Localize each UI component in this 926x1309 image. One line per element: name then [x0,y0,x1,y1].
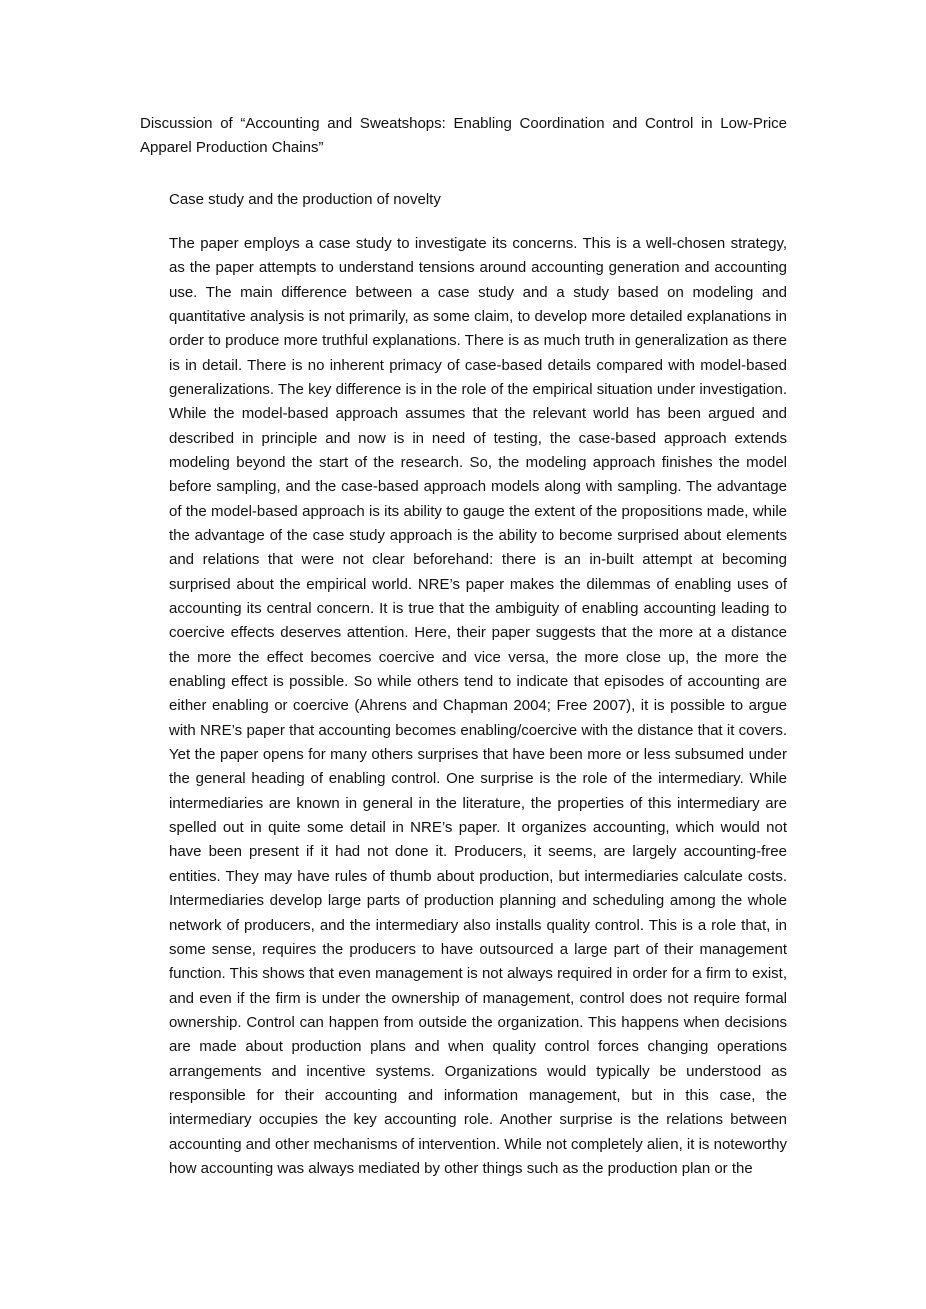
body-paragraph: The paper employs a case study to investigate its concerns. This is a well-chosen strategy, as the paper attempts to understand tensions around accounting generation and accounting use. The main difference between a case study and a study based on modeling and quantitative analysis is not primarily, as some claim, to develop more detailed explanations in order to produce more truthful explanations. There is as much truth in generalization as there is in detail. There is no inherent primacy of case-based details compared with model-based generalizations. The key difference is in the role of the empirical situation under investigation. While the model-based approach assumes that the relevant world has been argued and described in principle and now is in need of testing, the case-based approach extends modeling beyond the start of the research. So, the modeling approach finishes the model before sampling, and the case-based approach models along with sampling. The advantage of the model-based approach is its ability to gauge the extent of the propositions made, while the advantage of the case study approach is the ability to become surprised about elements and relations that were not clear beforehand: there is an in-built attempt at becoming surprised about the empirical world. NRE’s paper makes the dilemmas of enabling uses of accounting its central concern. It is true that the ambiguity of enabling accounting leading to coercive effects deserves attention. Here, their paper suggests that the more at a distance the more the effect becomes coercive and vice versa, the more close up, the more the enabling effect is possible. So while others tend to indicate that episodes of accounting are either enabling or coercive (Ahrens and Chapman 2004; Free 2007), it is possible to argue with NRE’s paper that accounting becomes enabling/coercive with the distance that it covers. Yet the paper opens for many others surprises that have been more or less subsumed under the general heading of enabling control. One surprise is the role of the intermediary. While intermediaries are known in general in the literature, the properties of this intermediary are spelled out in quite some detail in NRE’s paper. It organizes accounting, which would not have been present if it had not done it. Producers, it seems, are largely accounting-free entities. They may have rules of thumb about production, but intermediaries calculate costs. Intermediaries develop large parts of production planning and scheduling among the whole network of producers, and the intermediary also installs quality control. This is a role that, in some sense, requires the producers to have outsourced a large part of their management function. This shows that even management is not always required in order for a firm to exist, and even if the firm is under the ownership of management, control does not require formal ownership. Control can happen from outside the organization. This happens when decisions are made about production plans and when quality control forces changing operations arrangements and incentive systems. Organizations would typically be understood as responsible for their accounting and information management, but in this case, the intermediary occupies the key accounting role. Another surprise is the relations between accounting and other mechanisms of intervention. While not completely alien, it is noteworthy how accounting was always mediated by other things such as the production plan or the [169,234,787,1177]
section-heading: Case study and the production of novelty [169,190,441,208]
document-title: Discussion of “Accounting and Sweatshops: Enabling Coordination and Control in Low-Price Apparel Production Chains” [140,115,787,157]
document-body [169,188,787,1182]
